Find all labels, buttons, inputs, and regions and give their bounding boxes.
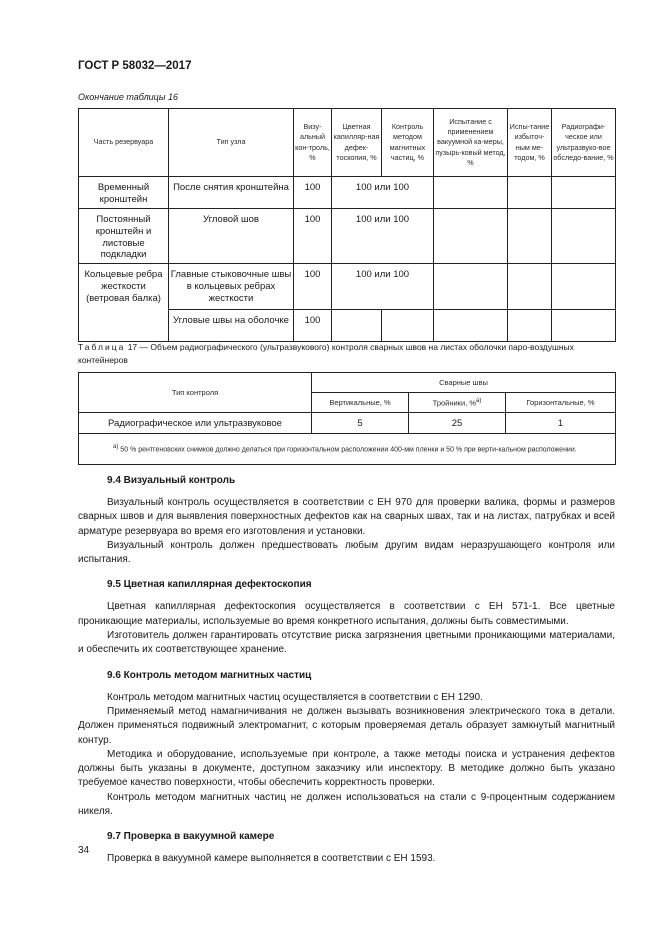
header-cell: Часть резервуара [79,109,169,177]
paragraph: Изготовитель должен гарантировать отсутствие риска загрязнения цветными проникающими материалами, и обеспечить их соответствующее хранение. [78,630,615,656]
visual-cell: 100 [294,264,332,310]
page-number: 34 [78,845,90,856]
paragraph: Контроль методом магнитных частиц осуществляется в соответствии с ЕН 1290. [107,691,483,703]
part-cell: Кольцевые ребра жесткости (ветровая балка) [79,264,169,342]
visual-cell: 100 [294,209,332,264]
header-cell: Цветная капилляр-ная дефек-тоскопия, % [332,109,382,177]
node-cell: Угловой шов [169,209,294,264]
table-17 [78,372,616,465]
empty-cell [508,264,552,310]
footnote-mark: а) [113,444,119,451]
empty-cell [552,177,616,209]
row-label: Радиографическое или ультразвуковое [79,413,312,434]
empty-cell [434,264,508,310]
section-heading: 9.4 Визуальный контроль [107,475,236,486]
paragraph: Применяемый метод намагничивания не должен вызывать возникновения электрического тока в детали. Должен применяться подвижный электромагнит, с которым проверяемая деталь образует замкнутый магнитный контур. [78,705,615,746]
tee-header-text: Тройники, % [432,398,476,408]
vertical-header: Вертикальные, % [312,393,409,413]
header-cell: Испы-тание избыточ-ным ме-тодом, % [508,109,552,177]
empty-cell [508,310,552,342]
header-cell: Тип узла [169,109,294,177]
control-type-header: Тип контроля [79,373,312,413]
table17-caption-text: — Объем радиографического (ультразвукового) контроля сварных швов на листах оболочки паро-воздушных контейнеров [78,342,574,365]
visual-cell: 100 [294,177,332,209]
node-cell: Угловые швы на оболочке [169,310,294,342]
merged-cell: 100 или 100 [332,264,434,310]
section-heading: 9.6 Контроль методом магнитных частиц [107,669,312,681]
vertical-value: 5 [312,413,409,434]
paragraph: Цветная капиллярная дефектоскопия осуществляется в соответствии с ЕН 571-1. Все цветные проникающие материалы, используемые во время конкретного испытания, должны быть совместимыми. [78,601,615,627]
table16-header-row [79,109,616,177]
empty-cell [434,310,508,342]
header-cell: Визу-альный кон-троль, % [294,109,332,177]
empty-cell [552,310,616,342]
merged-cell: 100 или 100 [332,209,434,264]
table-row [79,209,616,264]
paragraph: Проверка в вакуумной камере выполняется в соответствии с ЕН 1593. [107,853,436,865]
empty-cell [552,209,616,264]
table17-caption-label: Таблица [78,342,126,352]
header-cell: Испытание с применением вакуумной ка-меры, пузырь-ковый метод, % [434,109,508,177]
table17-footnote [79,434,616,465]
table17-footnote-row [79,434,616,465]
table-row [79,264,616,310]
empty-cell [552,264,616,310]
paragraph: Визуальный контроль осуществляется в соответствии с ЕН 970 для проверки валика, формы и размеров сварных швов и для выявления поверхностных дефектов как на сварных швах, так и на листах, патрубках и всей арматуре резервуара во время его изготовления и установки. [78,497,615,537]
empty-cell [332,310,382,342]
empty-cell [382,310,434,342]
welds-header: Сварные швы [312,373,616,393]
paragraph: Визуальный контроль должен предшествовать любым другим видам неразрушающего контроля или испытания. [78,539,615,566]
table17-header-row [79,373,616,393]
visual-cell: 100 [294,310,332,342]
footnote-text: 50 % рентгеновских снимков должно делаться при горизонтальном расположении 400-мм пленки и 50 % при верти-кальном расположении. [120,446,577,454]
part-cell: Временный кронштейн [79,177,169,209]
empty-cell [508,177,552,209]
part-cell: Постоянный кронштейн и листовые подкладки [79,209,169,264]
tee-value: 25 [409,413,506,434]
tee-footnote-mark: а) [476,397,482,404]
empty-cell [508,209,552,264]
horizontal-value: 1 [506,413,616,434]
table16-continuation-caption: Окончание таблицы 16 [78,92,178,102]
empty-cell [434,209,508,264]
node-cell: Главные стыковочные швы в кольцевых ребрах жесткости [169,264,294,310]
document-header: ГОСТ Р 58032—2017 [78,60,192,72]
paragraph: Методика и оборудование, используемые при контроле, а также методы поиска и устранения дефектов должны быть указаны в документе, доступном заказчику или инспектору. В методике должно быть указано требуемое качество поверхности, чтобы обеспечить корректность проверки. [78,748,615,789]
table-row [79,413,616,434]
section-heading: 9.7 Проверка в вакуумной камере [107,831,275,843]
table-row [79,177,616,209]
table17-caption [78,341,615,366]
section-heading: 9.5 Цветная капиллярная дефектоскопия [107,579,312,591]
node-cell: После снятия кронштейна [169,177,294,209]
empty-cell [434,177,508,209]
document-body [78,474,615,867]
header-cell: Радиографи-ческое или ультразвуко-вое обследо-вание, % [552,109,616,177]
table-16 [78,108,616,342]
horizontal-header: Горизонтальные, % [506,393,616,413]
header-cell: Контроль методом магнитных частиц, % [382,109,434,177]
tee-header [409,393,506,413]
paragraph: Контроль методом магнитных частиц не должен использоваться на стали с 9-процентным содержанием никеля. [78,791,615,818]
table17-caption-number: 17 [127,342,138,352]
merged-cell: 100 или 100 [332,177,434,209]
